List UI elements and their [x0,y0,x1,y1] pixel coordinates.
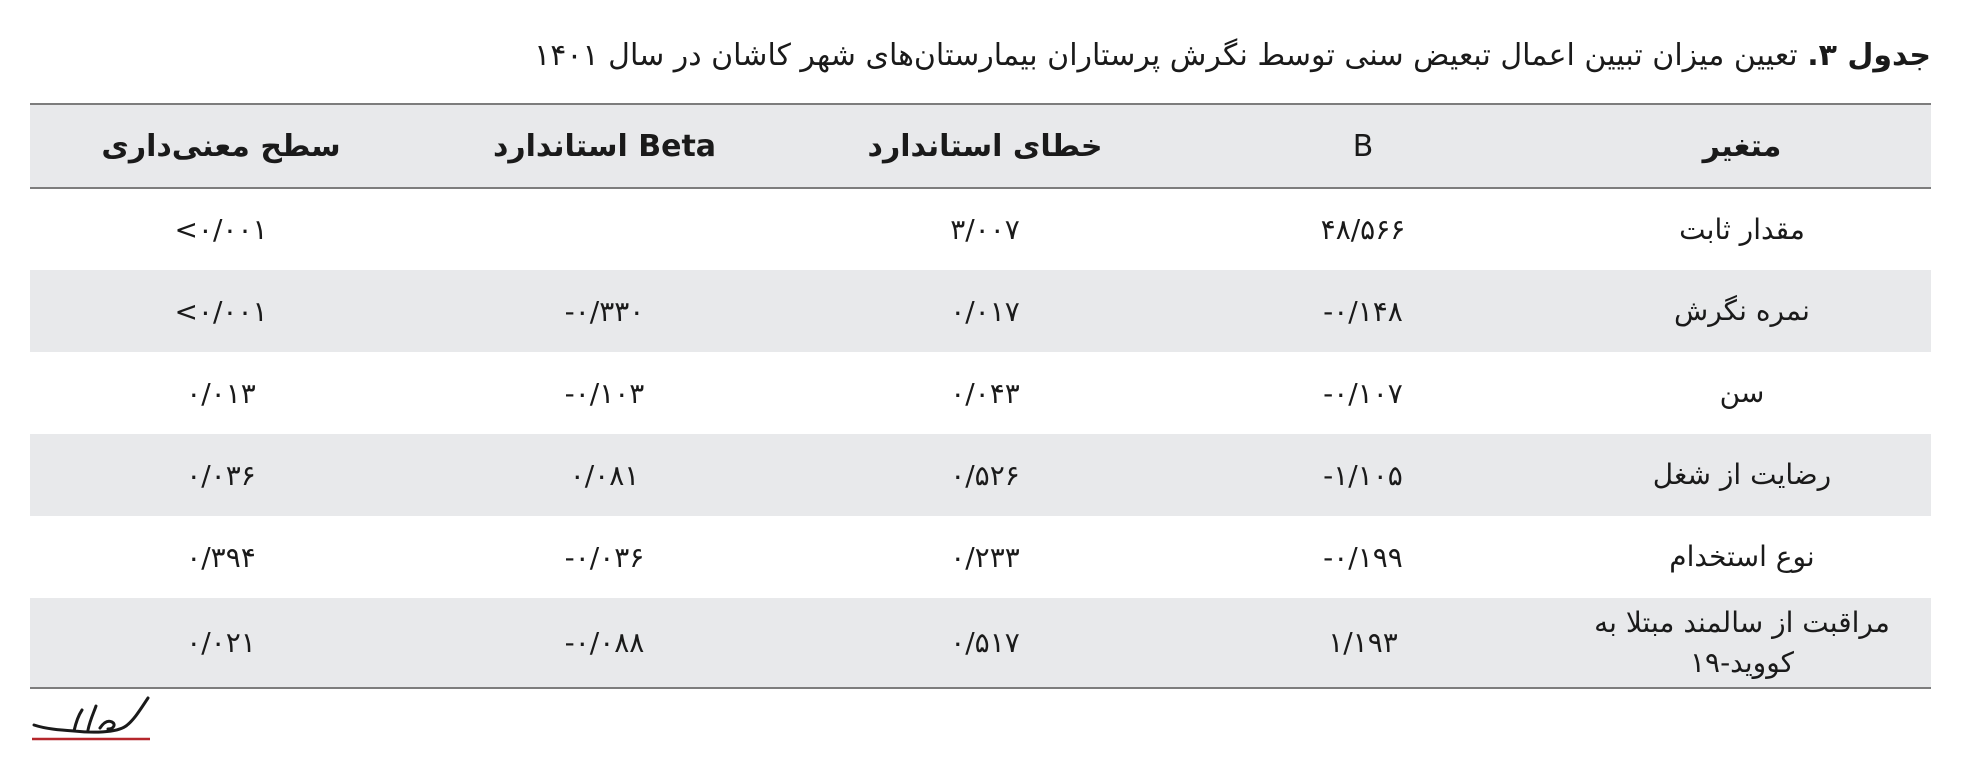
table-row [30,516,1931,598]
cell-b: -۰/۱۹۹ [1323,540,1403,574]
cell-b: ۴۸/۵۶۶ [1320,213,1406,246]
header-sig: سطح معنی‌داری [30,104,412,188]
cell-std-error: ۰/۲۳۳ [950,540,1020,574]
cell-b: -۱/۱۰۵ [1323,458,1403,492]
cell-sig: ۰/۰۳۶ [186,458,256,492]
table-header-row [30,104,1931,188]
cell-std-error: ۰/۵۲۶ [950,458,1020,492]
cell-sig: ۰/۳۹۴ [186,540,256,574]
table-row [30,434,1931,516]
table-row [30,270,1931,352]
cell-sig: <۰/۰۰۱ [174,294,268,328]
header-variable: متغیر [1553,104,1931,188]
cell-variable: مراقبت از سالمند مبتلا به کووید-۱۹ [1594,605,1890,679]
header-beta: Beta استاندارد [412,104,797,188]
cell-beta: -۰/۱۰۳ [564,376,645,410]
logo-script [34,698,148,732]
cell-variable: مقدار ثابت [1679,212,1805,246]
cell-variable: نمره نگرش [1674,294,1810,327]
caption-label: جدول ۳. [1807,38,1931,73]
table-row [30,598,1931,688]
cell-std-error: ۰/۵۱۷ [950,626,1020,659]
cell-sig: ۰/۰۲۱ [186,626,256,659]
cell-variable: سن [1719,376,1765,409]
cell-sig: ۰/۰۱۳ [186,376,256,410]
header-b: B [1173,104,1553,188]
cell-std-error: ۰/۰۴۳ [950,376,1020,410]
caption-text: تعیین میزان تبیین اعمال تبعیض سنی توسط نگرش پرستاران بیمارستان‌های شهر کاشان در سال ۱۴۰۱ [534,38,1798,73]
cell-beta: -۰/۰۳۶ [564,540,645,574]
header-std-error: خطای استاندارد [797,104,1173,188]
cell-b: -۰/۱۴۸ [1323,294,1403,328]
cell-beta: -۰/۳۳۰ [564,294,645,328]
table-row [30,352,1931,434]
cell-std-error: ۰/۰۱۷ [950,294,1020,328]
salmand-logo [30,692,152,742]
cell-beta: ۰/۰۸۱ [569,458,640,492]
table-row [30,188,1931,270]
cell-beta [412,188,797,270]
table-caption [534,30,1931,82]
cell-beta: -۰/۰۸۸ [564,626,645,659]
cell-std-error: ۳/۰۰۷ [950,213,1020,246]
regression-table [30,103,1931,689]
cell-b: ۱/۱۹۳ [1328,626,1398,659]
cell-variable: رضایت از شغل [1652,458,1832,491]
cell-b: -۰/۱۰۷ [1323,376,1403,410]
cell-variable: نوع استخدام [1669,540,1815,573]
cell-sig: <۰/۰۰۱ [174,213,268,246]
